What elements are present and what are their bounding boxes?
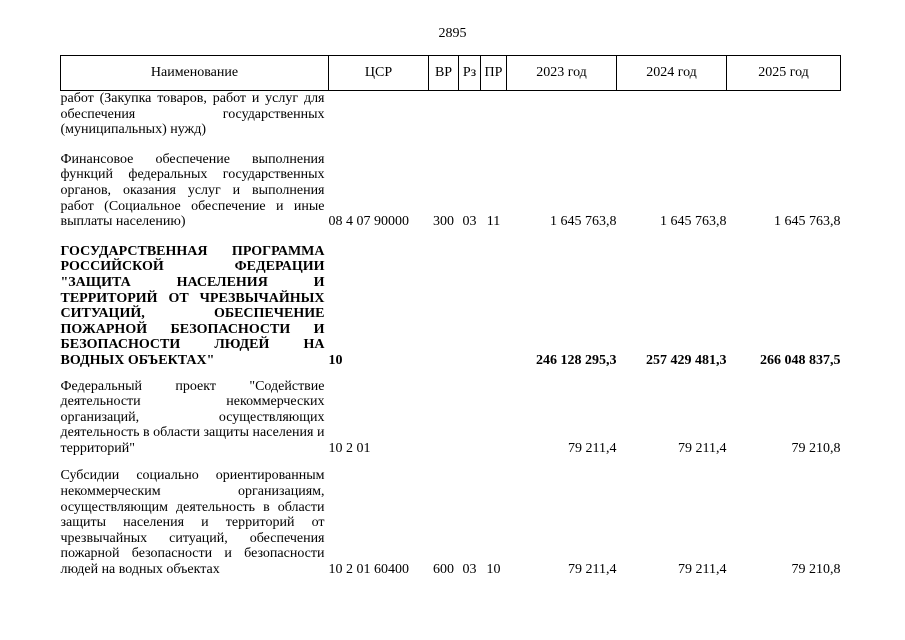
page-number: 2895	[438, 26, 467, 41]
row-2025: 266 048 837,5	[760, 352, 841, 368]
row-name: Федеральный проект "Содействие деятельности некоммерческих организаций, осуществляющих деятельность в области защиты населения и территорий"	[60, 378, 325, 456]
row-2024	[617, 91, 727, 152]
row-vr	[429, 379, 459, 469]
row-vr: 300	[433, 214, 454, 230]
row-2025: 79 210,8	[791, 440, 841, 456]
header-rz: Рз	[459, 56, 481, 91]
row-csr	[329, 91, 429, 152]
row-pr: 11	[486, 214, 501, 230]
header-2023: 2023 год	[507, 56, 617, 91]
row-2024: 79 211,4	[678, 440, 727, 456]
row-2023	[507, 91, 617, 152]
row-rz	[459, 379, 481, 469]
row-2025: 79 210,8	[791, 562, 841, 578]
row-2023: 79 211,4	[568, 440, 617, 456]
row-2025: 1 645 763,8	[774, 214, 841, 230]
header-2024: 2024 год	[617, 56, 727, 91]
row-name: Субсидии социально ориентированным некоммерческим организациям, осуществляющим деятельность в области защиты населения и территорий от чрезвычайных ситуаций, обеспечения пожарной безопасности и безопасности людей на водных объектах	[60, 468, 325, 578]
budget-table	[60, 55, 841, 578]
table-row	[61, 468, 841, 577]
table-header-row	[61, 56, 841, 91]
row-csr: 10	[328, 352, 343, 368]
row-pr	[481, 91, 507, 152]
row-rz: 03	[462, 562, 477, 578]
row-rz: 03	[462, 214, 477, 230]
row-vr: 600	[433, 562, 454, 578]
row-csr: 08 4 07 90000	[328, 214, 409, 230]
header-name: Наименование	[61, 56, 329, 91]
row-pr	[481, 244, 507, 379]
row-name: Финансовое обеспечение выполнения функций федеральных государственных органов, оказания услуг и выполнения работ (Социальное обеспечение и иные выплаты населению)	[60, 151, 325, 230]
table-row	[61, 152, 841, 244]
row-pr	[481, 379, 507, 469]
row-2023: 1 645 763,8	[550, 214, 617, 230]
row-2024: 79 211,4	[678, 562, 727, 578]
row-2023: 79 211,4	[568, 562, 617, 578]
header-csr: ЦСР	[329, 56, 429, 91]
row-vr	[429, 91, 459, 152]
row-vr	[429, 244, 459, 379]
header-pr: ПР	[481, 56, 507, 91]
header-2025: 2025 год	[727, 56, 841, 91]
row-2025	[727, 91, 841, 152]
row-csr: 10 2 01	[328, 440, 371, 456]
row-name: работ (Закупка товаров, работ и услуг для обеспечения государственных (муниципальных) нужд)	[60, 91, 325, 138]
row-2023: 246 128 295,3	[536, 352, 617, 368]
row-pr: 10	[486, 562, 501, 578]
table-row	[61, 244, 841, 379]
table-row	[61, 91, 841, 152]
row-csr: 10 2 01 60400	[328, 562, 409, 578]
row-2024: 1 645 763,8	[660, 214, 727, 230]
row-rz	[459, 244, 481, 379]
row-rz	[459, 91, 481, 152]
header-vr: ВР	[429, 56, 459, 91]
table-row	[61, 379, 841, 469]
row-2024: 257 429 481,3	[646, 352, 727, 368]
row-name: ГОСУДАРСТВЕННАЯ ПРОГРАММА РОССИЙСКОЙ ФЕДЕРАЦИИ "ЗАЩИТА НАСЕЛЕНИЯ И ТЕРРИТОРИЙ ОТ ЧРЕЗВЫЧАЙНЫХ СИТУАЦИЙ, ОБЕСПЕЧЕНИЕ ПОЖАРНОЙ БЕЗОПАСНОСТИ И БЕЗОПАСНОСТИ ЛЮДЕЙ НА ВОДНЫХ ОБЪЕКТАХ"	[60, 243, 325, 368]
